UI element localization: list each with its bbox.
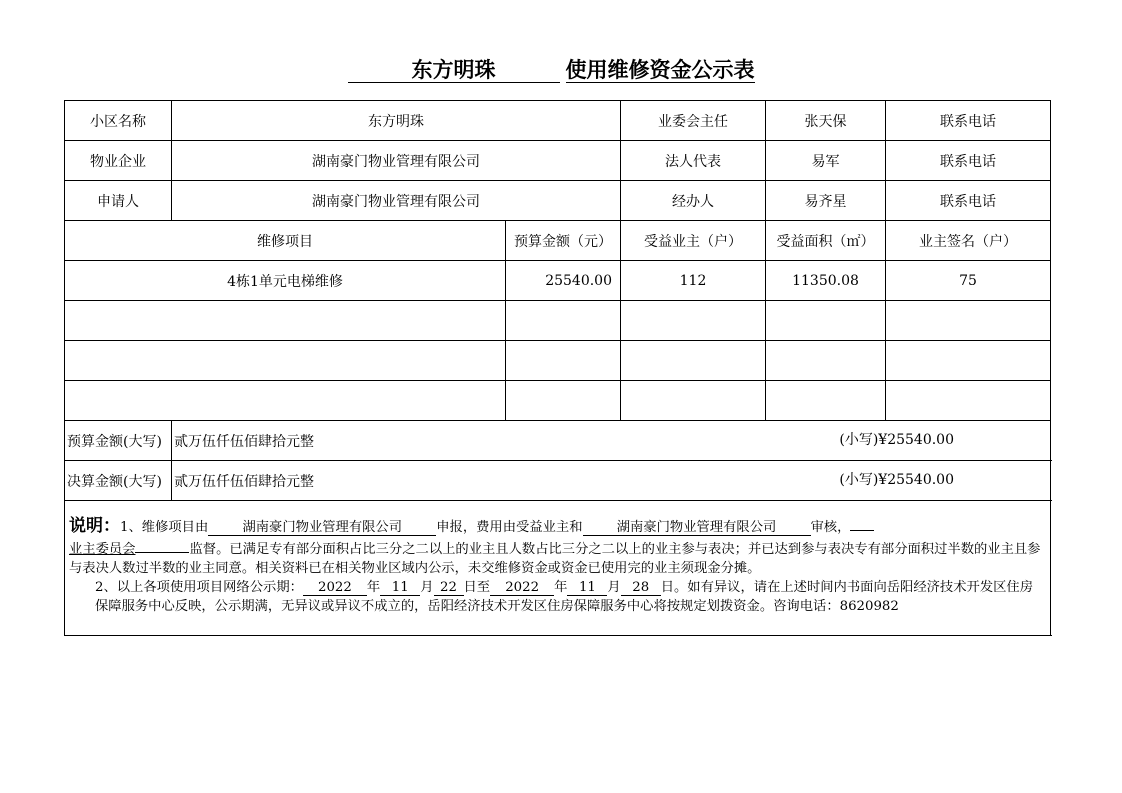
budget-uppercase-value: 贰万伍仟伍佰肆拾元整 xyxy=(174,433,314,450)
project-row xyxy=(65,381,1051,421)
notes-text: 日至 xyxy=(463,580,491,595)
notes-text: 日。如有异议，请在上述时间内书面向岳阳经济技术开发区住房保障服务中心反映，公示期满，无异议或异议不成立的，岳阳经济技术开发区住房保障服务中心将按规定划拨资金。咨询电话：8620982 xyxy=(95,580,1034,614)
project-header-row xyxy=(65,221,1051,261)
owners-count-cell xyxy=(621,341,766,381)
legal-rep-label: 法人代表 xyxy=(621,141,766,181)
signed-owners-cell: 75 xyxy=(886,261,1051,301)
property-company-value: 湖南豪门物业管理有限公司 xyxy=(172,141,621,181)
final-uppercase-label: 决算金额(大写) xyxy=(65,461,172,501)
notes-text: 申报，费用由受益业主和 xyxy=(436,520,583,535)
budget-lowercase-value: (小写)¥25540.00 xyxy=(839,432,954,448)
phone-label: 联系电话 xyxy=(886,101,1051,141)
notes-blank xyxy=(850,515,874,531)
committee-director-value: 张天保 xyxy=(766,101,886,141)
area-cell xyxy=(766,341,886,381)
notes-text: 审核， xyxy=(810,520,851,535)
title-community-name: 东方明珠 xyxy=(348,58,560,83)
notes-paragraph-1 xyxy=(69,515,1046,578)
page-title xyxy=(0,55,1122,85)
budget-uppercase-row xyxy=(65,421,1051,461)
col-header-owners: 受益业主（户） xyxy=(621,221,766,261)
legal-rep-value: 易军 xyxy=(766,141,886,181)
notes-reviewer: 湖南豪门物业管理有限公司 xyxy=(583,520,811,536)
project-name-cell xyxy=(65,301,506,341)
notes-row xyxy=(65,501,1051,636)
signed-owners-cell xyxy=(886,341,1051,381)
owners-count-cell: 112 xyxy=(621,261,766,301)
notes-header: 说明： xyxy=(69,516,120,536)
applicant-label: 申请人 xyxy=(65,181,172,221)
notes-text: 年 xyxy=(366,580,381,595)
end-day: 28 xyxy=(621,580,661,596)
start-month: 11 xyxy=(380,580,420,596)
project-row xyxy=(65,301,1051,341)
owners-count-cell xyxy=(621,301,766,341)
project-name-cell xyxy=(65,341,506,381)
notes-paragraph-2 xyxy=(69,578,1046,616)
final-uppercase-cell xyxy=(172,461,1051,501)
title-main: 使用维修资金公示表 xyxy=(565,58,755,82)
end-year: 2022 xyxy=(490,580,554,596)
property-company-label: 物业企业 xyxy=(65,141,172,181)
phone-label: 联系电话 xyxy=(886,181,1051,221)
notes-text: 1、维修项目由 xyxy=(120,520,209,535)
notes-text: 监督。已满足专有部分面积占比三分之二以上的业主且人数占比三分之二以上的业主参与表决；并已达到参与表决专有部分面积过半数的业主且参与表决人数过半数的业主同意。相关资料已在相关物业区域内公示，未交维修资金或资金已使用完的业主须现金分摊。 xyxy=(69,542,1041,576)
community-name-label: 小区名称 xyxy=(65,101,172,141)
notes-submitter: 湖南豪门物业管理有限公司 xyxy=(208,520,436,536)
owners-count-cell xyxy=(621,381,766,421)
area-cell: 11350.08 xyxy=(766,261,886,301)
signed-owners-cell xyxy=(886,381,1051,421)
start-day: 22 xyxy=(434,580,464,596)
final-uppercase-value: 贰万伍仟伍佰肆拾元整 xyxy=(174,473,314,490)
signed-owners-cell xyxy=(886,301,1051,341)
col-header-project: 维修项目 xyxy=(65,221,506,261)
notes-text: 月 xyxy=(607,580,621,595)
final-lowercase-value: (小写)¥25540.00 xyxy=(839,472,954,488)
notes-supervisor: 业主委员会 xyxy=(69,542,136,557)
budget-amount-cell xyxy=(506,341,621,381)
project-row xyxy=(65,341,1051,381)
project-name-cell xyxy=(65,381,506,421)
budget-amount-cell xyxy=(506,301,621,341)
col-header-area: 受益面积（㎡） xyxy=(766,221,886,261)
start-year: 2022 xyxy=(303,580,367,596)
budget-amount-cell: 25540.00 xyxy=(506,261,621,301)
info-row-community xyxy=(65,101,1051,141)
committee-director-label: 业委会主任 xyxy=(621,101,766,141)
area-cell xyxy=(766,301,886,341)
notes-text: 年 xyxy=(554,580,568,595)
phone-label: 联系电话 xyxy=(886,141,1051,181)
budget-uppercase-cell xyxy=(172,421,1051,461)
end-month: 11 xyxy=(567,580,607,596)
col-header-signed-owners: 业主签名（户） xyxy=(886,221,1051,261)
notes-blank xyxy=(135,537,189,553)
fund-notice-table xyxy=(64,100,1051,636)
notes-cell xyxy=(65,501,1051,636)
area-cell xyxy=(766,381,886,421)
community-name-value: 东方明珠 xyxy=(172,101,621,141)
handler-label: 经办人 xyxy=(621,181,766,221)
info-row-applicant xyxy=(65,181,1051,221)
budget-uppercase-label: 预算金额(大写) xyxy=(65,421,172,461)
project-row xyxy=(65,261,1051,301)
col-header-budget: 预算金额（元） xyxy=(506,221,621,261)
applicant-value: 湖南豪门物业管理有限公司 xyxy=(172,181,621,221)
notes-text: 月 xyxy=(420,580,434,595)
project-name-cell: 4栋1单元电梯维修 xyxy=(65,261,506,301)
budget-amount-cell xyxy=(506,381,621,421)
info-row-property xyxy=(65,141,1051,181)
handler-value: 易齐星 xyxy=(766,181,886,221)
final-uppercase-row xyxy=(65,461,1051,501)
notes-text: 2、以上各项使用项目网络公示期： xyxy=(95,580,303,595)
